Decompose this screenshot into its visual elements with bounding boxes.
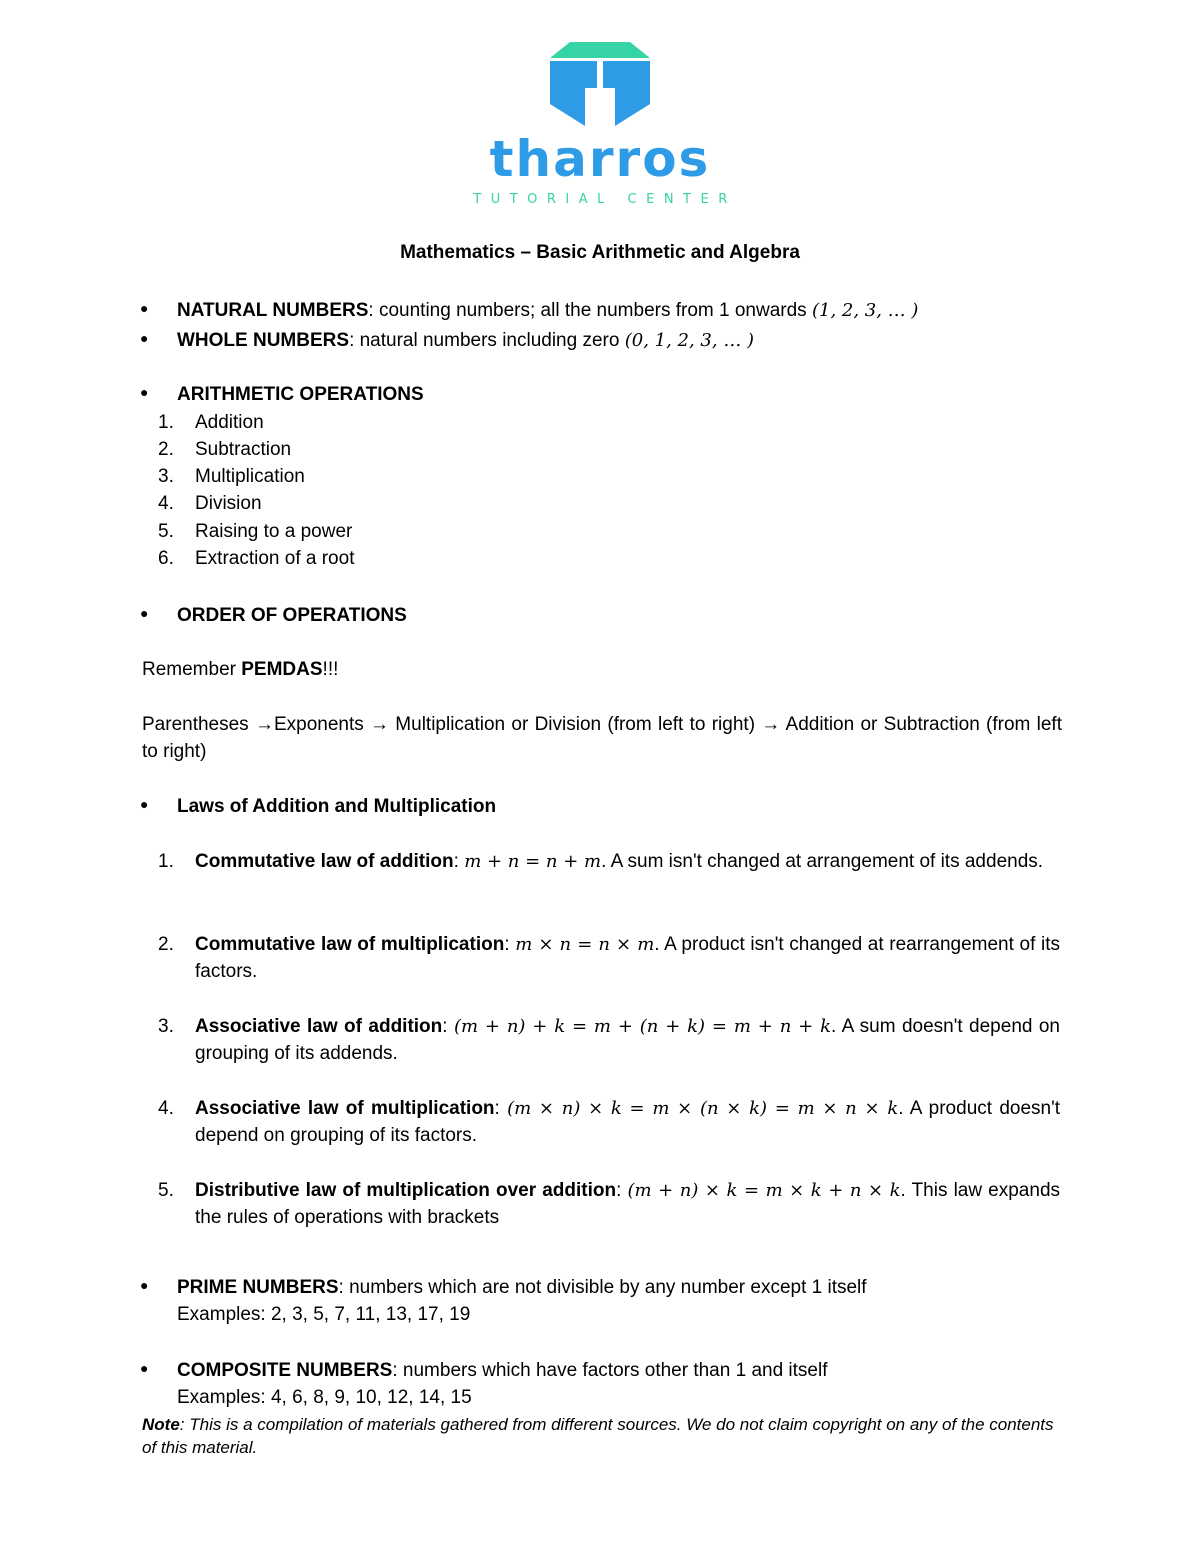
list-number: 6. — [158, 548, 174, 569]
whole-numbers-math: (0, 1, 2, 3, … ) — [624, 330, 755, 351]
brand-tagline: TUTORIAL CENTER — [473, 192, 737, 207]
pemdas-sequence — [142, 711, 1062, 765]
whole-numbers-label: WHOLE NUMBERS — [177, 330, 350, 351]
laws-heading: Laws of Addition and Multiplication — [177, 796, 497, 817]
list-item: Addition — [195, 412, 264, 433]
bullet-icon: ● — [140, 384, 149, 400]
pemdas-sequence-text: Parentheses →Exponents → Multiplication or Division (from left to right) → Addition or Subtraction (from left to right) — [142, 714, 1062, 762]
prime-numbers-item: PRIME NUMBERS: numbers which are not divisible by any number except 1 itself — [177, 1277, 867, 1298]
list-number: 5. — [158, 521, 174, 542]
list-number: 5. — [158, 1180, 174, 1201]
pemdas-reminder: Remember PEMDAS!!! — [142, 659, 339, 680]
brand-name: tharros — [489, 130, 711, 188]
law-item: Distributive law of multiplication over addition: (m + n) × k = m × k + n × k. This law expands the rules of operations with brackets — [195, 1180, 1061, 1228]
bullet-icon: ● — [140, 1277, 149, 1293]
list-number: 4. — [158, 493, 174, 514]
list-item: Multiplication — [195, 466, 305, 487]
list-number: 3. — [158, 466, 174, 487]
arithmetic-heading: ARITHMETIC OPERATIONS — [177, 384, 424, 405]
composite-examples: Examples: 4, 6, 8, 9, 10, 12, 14, 15 — [177, 1387, 472, 1408]
page-title: Mathematics – Basic Arithmetic and Algebra — [400, 242, 800, 263]
whole-numbers-text: : natural numbers including zero — [349, 330, 620, 351]
natural-numbers-label: NATURAL NUMBERS — [177, 300, 369, 321]
list-number: 1. — [158, 851, 174, 872]
bullet-icon: ● — [140, 605, 149, 621]
bullet-icon: ● — [140, 330, 149, 346]
list-number: 4. — [158, 1098, 174, 1119]
bullet-icon: ● — [140, 796, 149, 812]
law-item: Commutative law of multiplication: m × n = n × m. A product isn't changed at rearrangement of its factors. — [195, 934, 1061, 982]
list-item: Division — [195, 493, 262, 514]
prime-examples: Examples: 2, 3, 5, 7, 11, 13, 17, 19 — [177, 1304, 471, 1325]
list-number: 2. — [158, 934, 174, 955]
list-item: Extraction of a root — [195, 548, 355, 569]
order-heading: ORDER OF OPERATIONS — [177, 605, 407, 626]
copyright-note: Note: This is a compilation of materials gathered from different sources. We do not claim copyright on any of the contents of this material. — [142, 1415, 1054, 1457]
list-number: 1. — [158, 412, 174, 433]
natural-numbers-text: : counting numbers; all the numbers from 1 onwards — [368, 300, 807, 321]
natural-numbers-item — [177, 297, 918, 324]
bullet-icon: ● — [140, 300, 149, 316]
list-number: 2. — [158, 439, 174, 460]
list-number: 3. — [158, 1016, 174, 1037]
law-item: Associative law of addition: (m + n) + k = m + (n + k) = m + n + k. A sum doesn't depend on grouping of its addends. — [195, 1016, 1060, 1064]
bullet-icon: ● — [140, 1360, 149, 1376]
list-item: Raising to a power — [195, 521, 353, 542]
cube-icon — [510, 38, 690, 128]
logo — [0, 38, 1200, 207]
composite-numbers-item: COMPOSITE NUMBERS: numbers which have factors other than 1 and itself — [177, 1360, 828, 1381]
whole-numbers-item — [177, 327, 754, 354]
law-item: Associative law of multiplication: (m × n) × k = m × (n × k) = m × n × k. A product doesn't depend on grouping of its factors. — [195, 1098, 1060, 1146]
natural-numbers-math: (1, 2, 3, … ) — [811, 300, 919, 321]
list-item: Subtraction — [195, 439, 292, 460]
law-item: Commutative law of addition: m + n = n + m. A sum isn't changed at arrangement of its addends. — [195, 851, 1044, 872]
